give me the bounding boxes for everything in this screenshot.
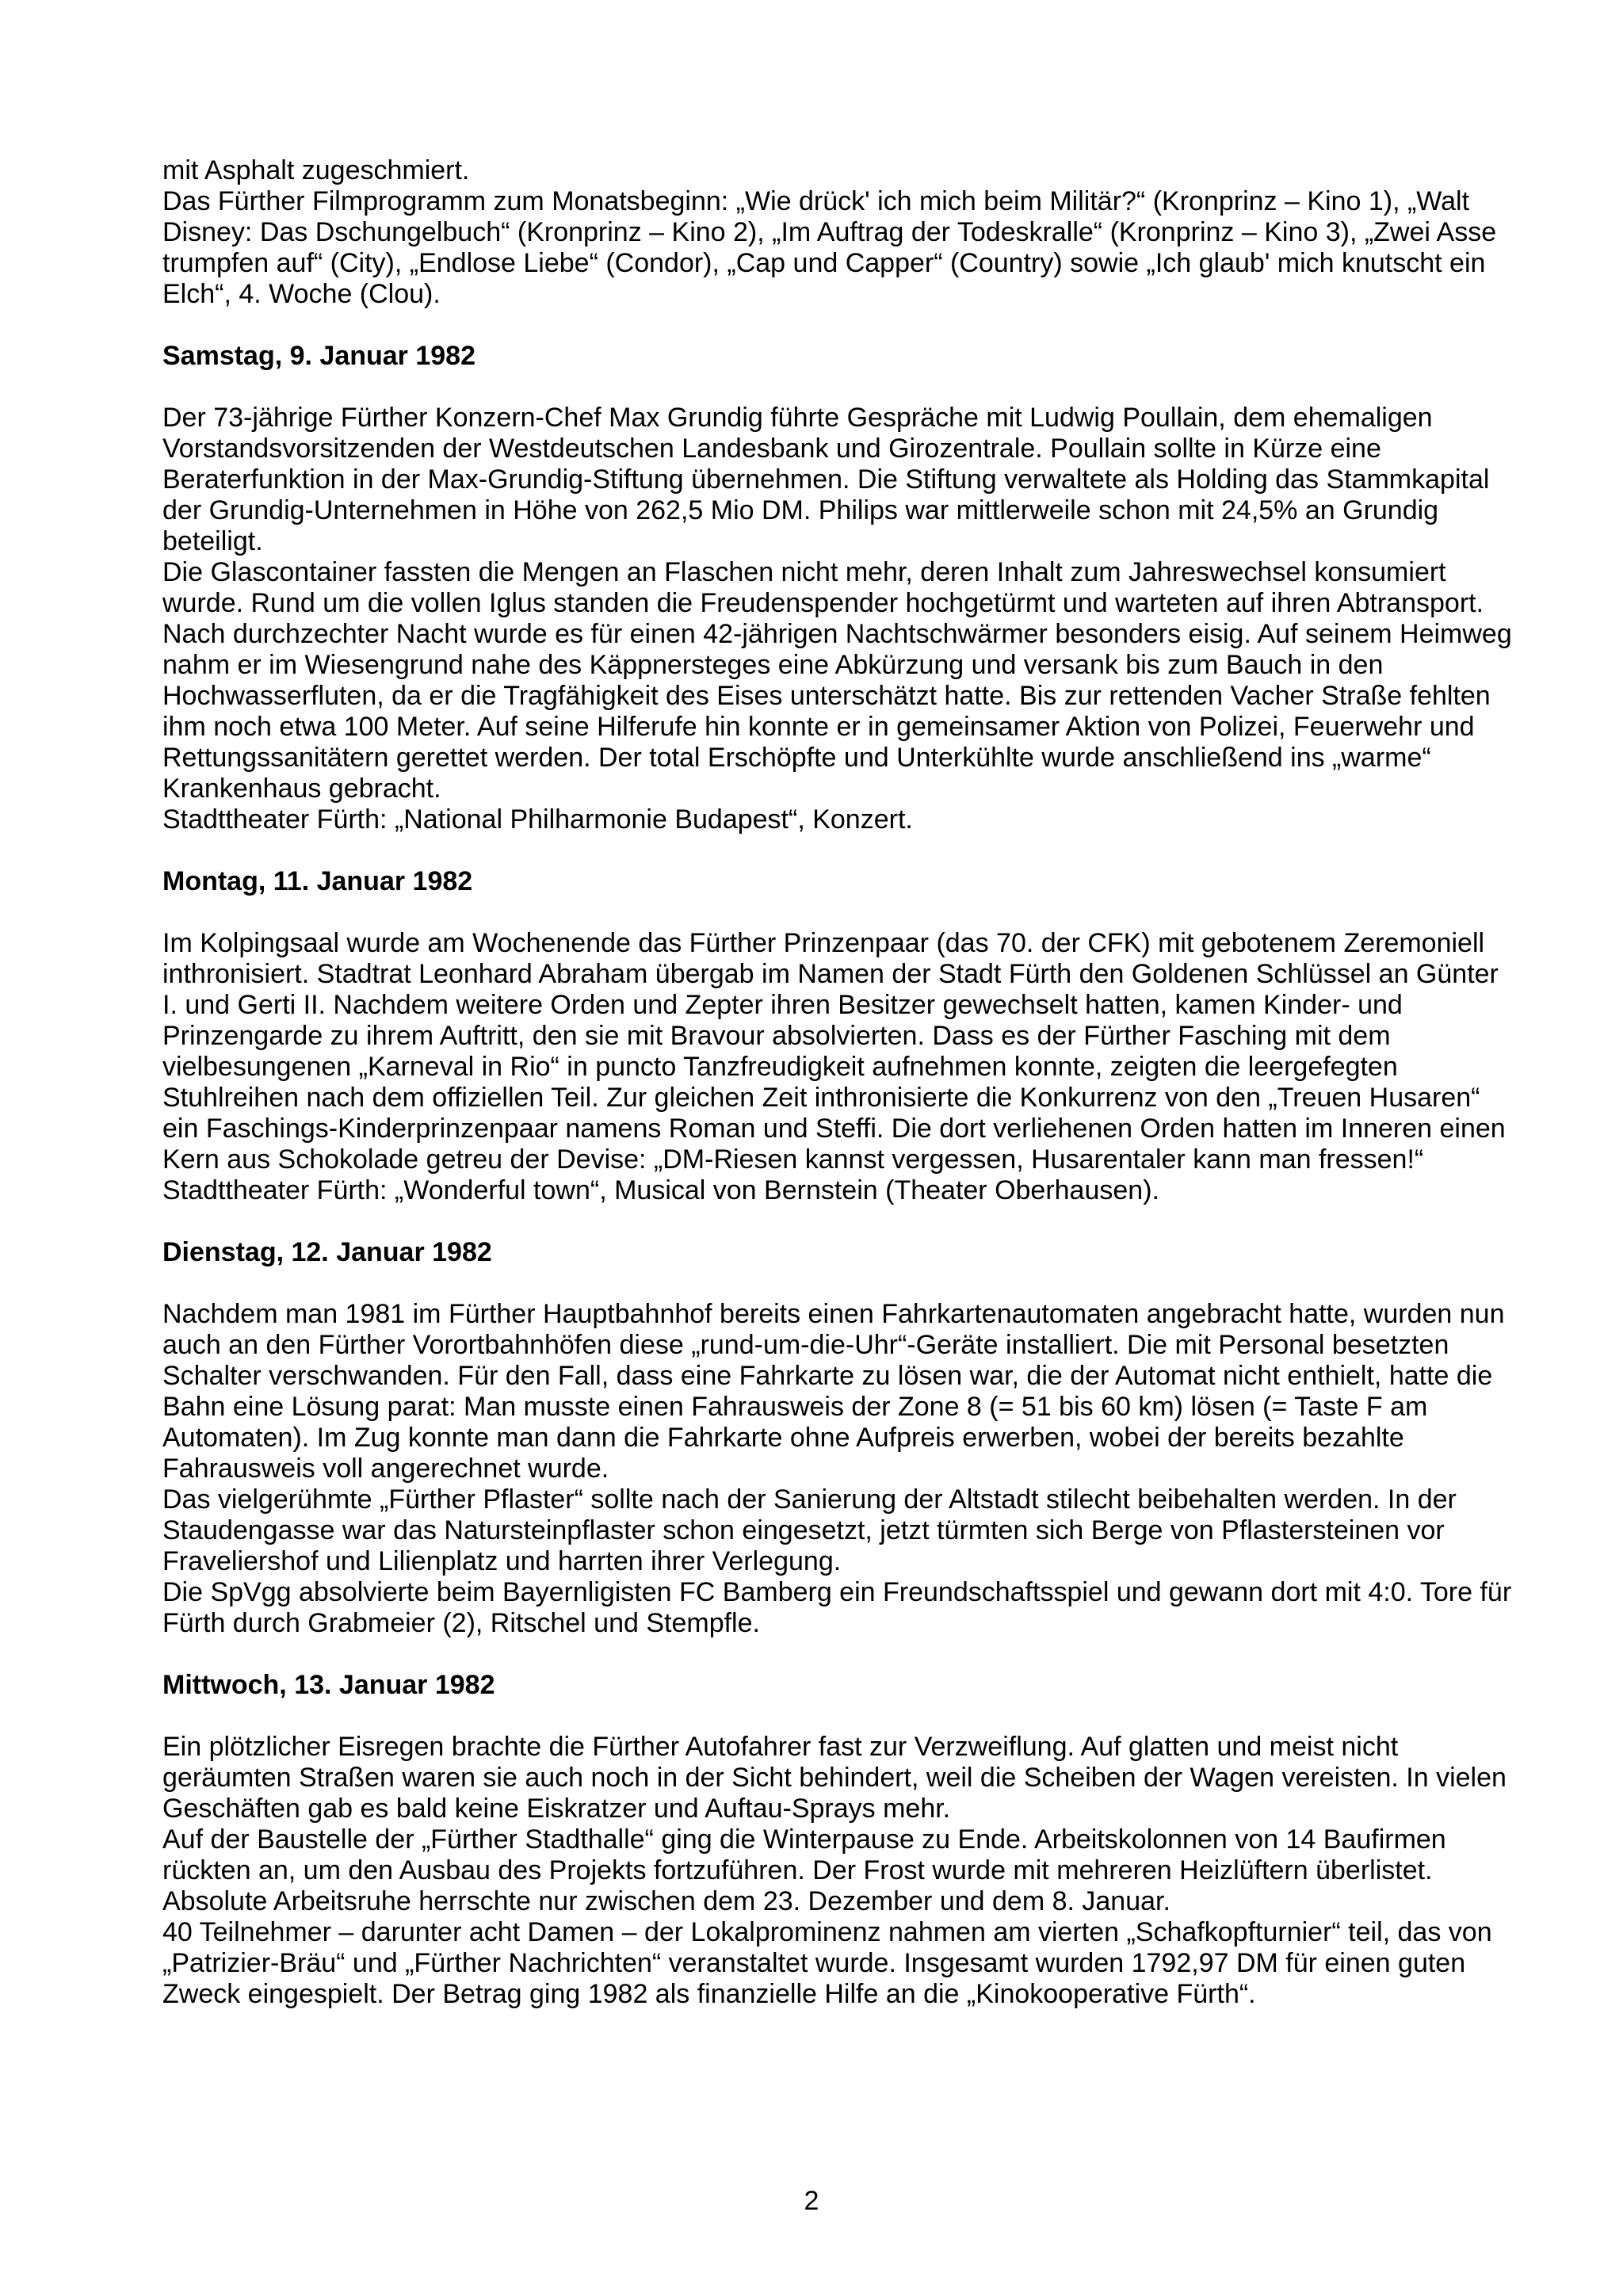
paragraph: Stadttheater Fürth: „National Philharmonie Budapest“, Konzert. — [162, 804, 913, 835]
section-heading: Mittwoch, 13. Januar 1982 — [162, 1670, 495, 1700]
paragraph: Nachdem man 1981 im Fürther Hauptbahnhof bereits einen Fahrkartenautomaten angebracht hatte, wurden nun auch an den Fürther Vorortbahnhöfen diese „rund-um-die-Uhr“-Geräte installiert. Die mit Personal besetzten Schalter verschwanden. Für den Fall, dass eine Fahrkarte zu lösen war, die der Automat nicht enthielt, hatte die Bahn eine Lösung parat: Man musste einen Fahrausweis der Zone 8 (= 51 bis 60 km) lösen (= Taste F am Automaten). Im Zug konnte man dann die Fahrkarte ohne Aufpreis erwerben, wobei der bereits bezahlte Fahrausweis voll angerechnet wurde. — [162, 1299, 1505, 1484]
paragraph: Die Glascontainer fassten die Mengen an Flaschen nicht mehr, deren Inhalt zum Jahreswechsel konsumiert wurde. Rund um die vollen Iglus standen die Freudenspender hochgetürmt und warteten auf ihren Abtransport. — [162, 557, 1484, 618]
paragraph: Das vielgerühmte „Fürther Pflaster“ sollte nach der Sanierung der Altstadt stilecht beibehalten werden. In der Staudengasse war das Natursteinpflaster schon eingesetzt, jetzt türmten sich Berge von Pflastersteinen vor Fraveliershof und Lilienplatz und harrten ihrer Verlegung. — [162, 1484, 1457, 1576]
paragraph: Das Fürther Filmprogramm zum Monatsbeginn: „Wie drück' ich mich beim Militär?“ (Kronprinz – Kino 1), „Walt Disney: Das Dschungelbuch“ (Kronprinz – Kino 2), „Im Auftrag der Todeskralle“ (Kronprinz – Kino 3), „Zwei Asse trumpfen auf“ (City), „Endlose Liebe“ (Condor), „Cap und Capper“ (Country) sowie „Ich glaub' mich knutscht ein Elch“, 4. Woche (Clou). — [162, 186, 1497, 309]
section-heading: Samstag, 9. Januar 1982 — [162, 341, 476, 371]
paragraph: Der 73-jährige Fürther Konzern-Chef Max Grundig führte Gespräche mit Ludwig Poullain, dem ehemaligen Vorstandsvorsitzenden der Westdeutschen Landesbank und Girozentrale. Poullain sollte in Kürze eine Beraterfunktion in der Max-Grundig-Stiftung übernehmen. Die Stiftung verwaltete als Holding das Stammkapital der Grundig-Unternehmen in Höhe von 262,5 Mio DM. Philips war mittlerweile schon mit 24,5% an Grundig beteiligt. — [162, 403, 1490, 556]
paragraph: Stadttheater Fürth: „Wonderful town“, Musical von Bernstein (Theater Oberhausen). — [162, 1175, 1159, 1205]
section-heading: Dienstag, 12. Januar 1982 — [162, 1237, 492, 1267]
paragraph: Nach durchzechter Nacht wurde es für einen 42-jährigen Nachtschwärmer besonders eisig. Auf seinem Heimweg nahm er im Wiesengrund nahe des Käppnersteges eine Abkürzung und versank bis zum Bauch in den Hochwasserfluten, da er die Tragfähigkeit des Eises unterschätzt hatte. Bis zur rettenden Vacher Straße fehlten ihm noch etwa 100 Meter. Auf seine Hilferufe hin konnte er in gemeinsamer Aktion von Polizei, Feuerwehr und Rettungssanitätern gerettet werden. Der total Erschöpfte und Unterkühlte wurde anschließend ins „warme“ Krankenhaus gebracht. — [162, 619, 1512, 804]
section-dienstag-12-januar — [162, 1237, 1519, 1639]
paragraph: Im Kolpingsaal wurde am Wochenende das Fürther Prinzenpaar (das 70. der CFK) mit gebotenem Zeremoniell inthronisiert. Stadtrat Leonhard Abraham übergab im Namen der Stadt Fürth den Goldenen Schlüssel an Günter I. und Gerti II. Nachdem weitere Orden und Zepter ihren Besitzer gewechselt hatten, kamen Kinder- und Prinzengarde zu ihrem Auftritt, den sie mit Bravour absolvierten. Dass es der Fürther Fasching mit dem vielbesungenen „Karneval in Rio“ in puncto Tanzfreudigkeit aufnehmen konnte, zeigten die leergefegten Stuhlreihen nach dem offiziellen Teil. Zur gleichen Zeit inthronisierte die Konkurrenz von den „Treuen Husaren“ ein Faschings-Kinderprinzenpaar namens Roman und Steffi. Die dort verliehenen Orden hatten im Inneren einen Kern aus Schokolade getreu der Devise: „DM-Riesen kannst vergessen, Husarentaler kann man fressen!“ — [162, 928, 1506, 1175]
section-samstag-9-januar — [162, 341, 1519, 835]
paragraph: mit Asphalt zugeschmiert. — [162, 155, 470, 185]
section-intro — [162, 155, 1519, 310]
paragraph: Auf der Baustelle der „Fürther Stadthalle“ ging die Winterpause zu Ende. Arbeitskolonnen von 14 Baufirmen rückten an, um den Ausbau des Projekts fortzuführen. Der Frost wurde mit mehreren Heizlüftern überlistet. Absolute Arbeitsruhe herrschte nur zwischen dem 23. Dezember und dem 8. Januar. — [162, 1824, 1446, 1916]
section-mittwoch-13-januar — [162, 1670, 1519, 2010]
paragraph: 40 Teilnehmer – darunter acht Damen – der Lokalprominenz nahmen am vierten „Schafkopfturnier“ teil, das von „Patrizier-Bräu“ und „Fürther Nachrichten“ veranstaltet wurde. Insgesamt wurden 1792,97 DM für einen guten Zweck eingespielt. Der Betrag ging 1982 als finanzielle Hilfe an die „Kinokooperative Fürth“. — [162, 1917, 1492, 2009]
page-number: 2 — [804, 2186, 819, 2216]
section-heading: Montag, 11. Januar 1982 — [162, 866, 473, 896]
section-montag-11-januar — [162, 866, 1519, 1206]
document-content — [162, 155, 1519, 2010]
paragraph: Ein plötzlicher Eisregen brachte die Fürther Autofahrer fast zur Verzweiflung. Auf glatten und meist nicht geräumten Straßen waren sie auch noch in der Sicht behindert, weil die Scheiben der Wagen vereisten. In vielen Geschäften gab es bald keine Eiskratzer und Auftau-Sprays mehr. — [162, 1732, 1507, 1824]
paragraph: Die SpVgg absolvierte beim Bayernligisten FC Bamberg ein Freundschaftsspiel und gewann dort mit 4:0. Tore für Fürth durch Grabmeier (2), Ritschel und Stempfle. — [162, 1577, 1512, 1638]
